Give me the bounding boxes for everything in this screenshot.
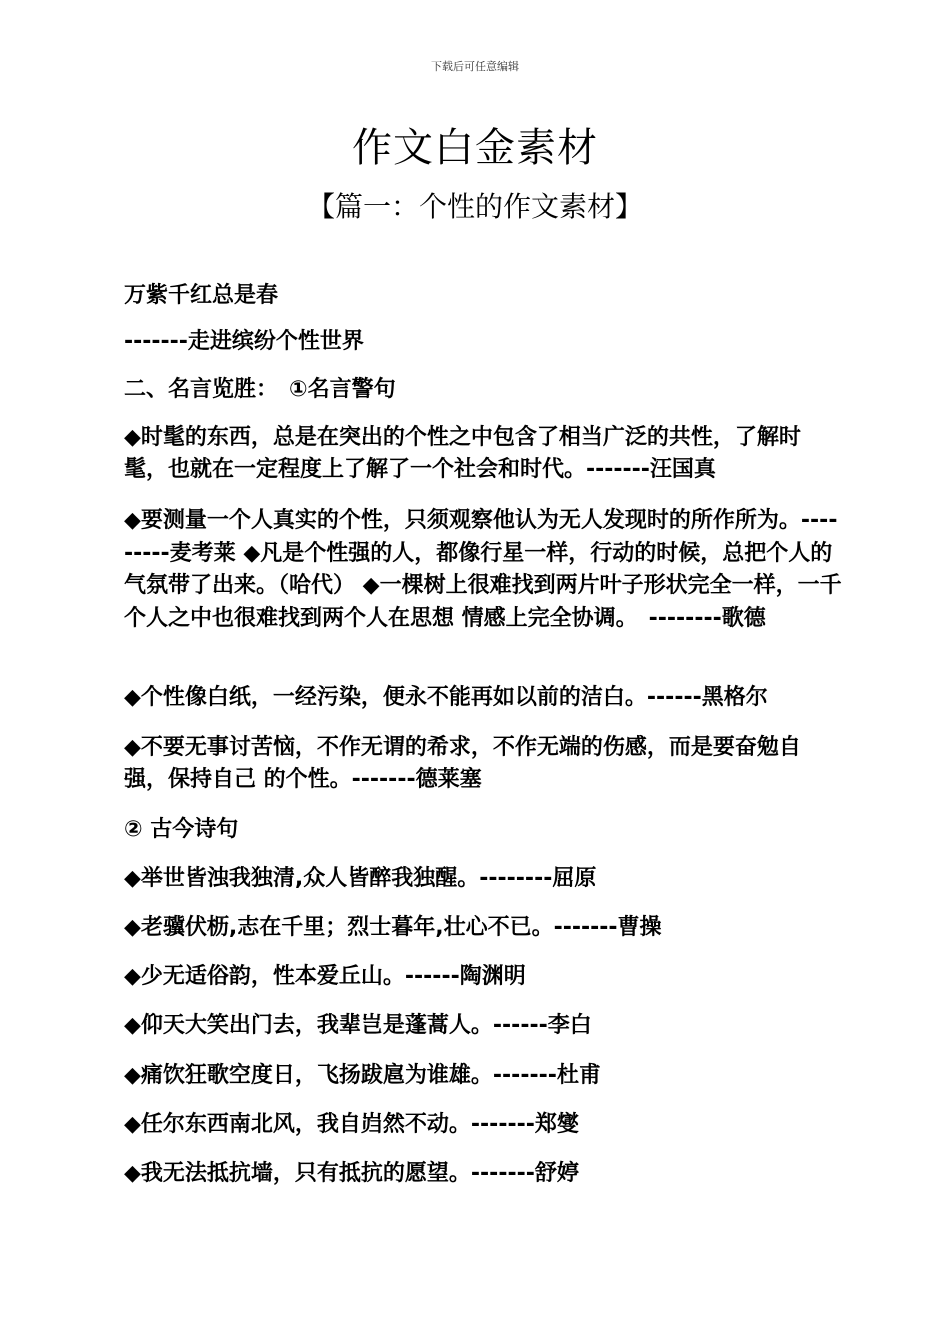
poem-line: ◆我无法抵抗墙，只有抵抗的愿望。-------舒婷 (124, 1161, 579, 1186)
poem-line: ◆少无适俗韵，性本爱丘山。------陶渊明 (124, 964, 526, 989)
quote-paragraph: ◆个性像白纸，一经污染，便永不能再如以前的洁白。------黑格尔 (124, 685, 768, 710)
heading-main: 万紫千红总是春 (124, 283, 279, 308)
poem-line: ◆任尔东西南北风，我自岿然不动。-------郑燮 (124, 1112, 579, 1137)
document-title: 作文白金素材 (352, 125, 598, 171)
section-poems-heading: ② 古今诗句 (124, 817, 239, 842)
poem-line: ◆老骥伏枥,志在千里；烈士暮年,壮心不已。-------曹操 (124, 915, 662, 940)
quote-paragraph: ◆时髦的东西，总是在突出的个性之中包含了相当广泛的共性，了解时髦，也就在一定程度上了解了一个社会和时代。-------汪国真 (124, 425, 801, 482)
poem-line: ◆痛饮狂歌空度日，飞扬跋扈为谁雄。-------杜甫 (124, 1063, 601, 1088)
section-quotes-heading: 二、名言览胜： ①名言警句 (124, 377, 396, 402)
document-subtitle: 【篇一：个性的作文素材】 (306, 190, 643, 223)
poem-line: ◆举世皆浊我独清,众人皆醉我独醒。--------屈原 (124, 866, 597, 891)
heading-sub: -------走进缤纷个性世界 (124, 329, 364, 354)
quote-paragraph: ◆不要无事讨苦恼，不作无谓的希求，不作无端的伤感，而是要奋勉自强，保持自己 的个性。-------德莱塞 (124, 735, 801, 792)
header-note: 下载后可任意编辑 (431, 60, 519, 73)
quote-paragraph: ◆要测量一个人真实的个性，只须观察他认为无人发现时的所作所为。---------麦考莱 ◆凡是个性强的人，都像行星一样，行动的时候，总把个人的气氛带了出来。（哈代） ◆一棵树上很难找到两片叶子形状完全一样，一千个人之中也很难找到两个人在思想 情感上完全协调。 --------歌德 (124, 508, 842, 631)
poem-line: ◆仰天大笑出门去，我辈岂是蓬蒿人。------李白 (124, 1013, 592, 1038)
